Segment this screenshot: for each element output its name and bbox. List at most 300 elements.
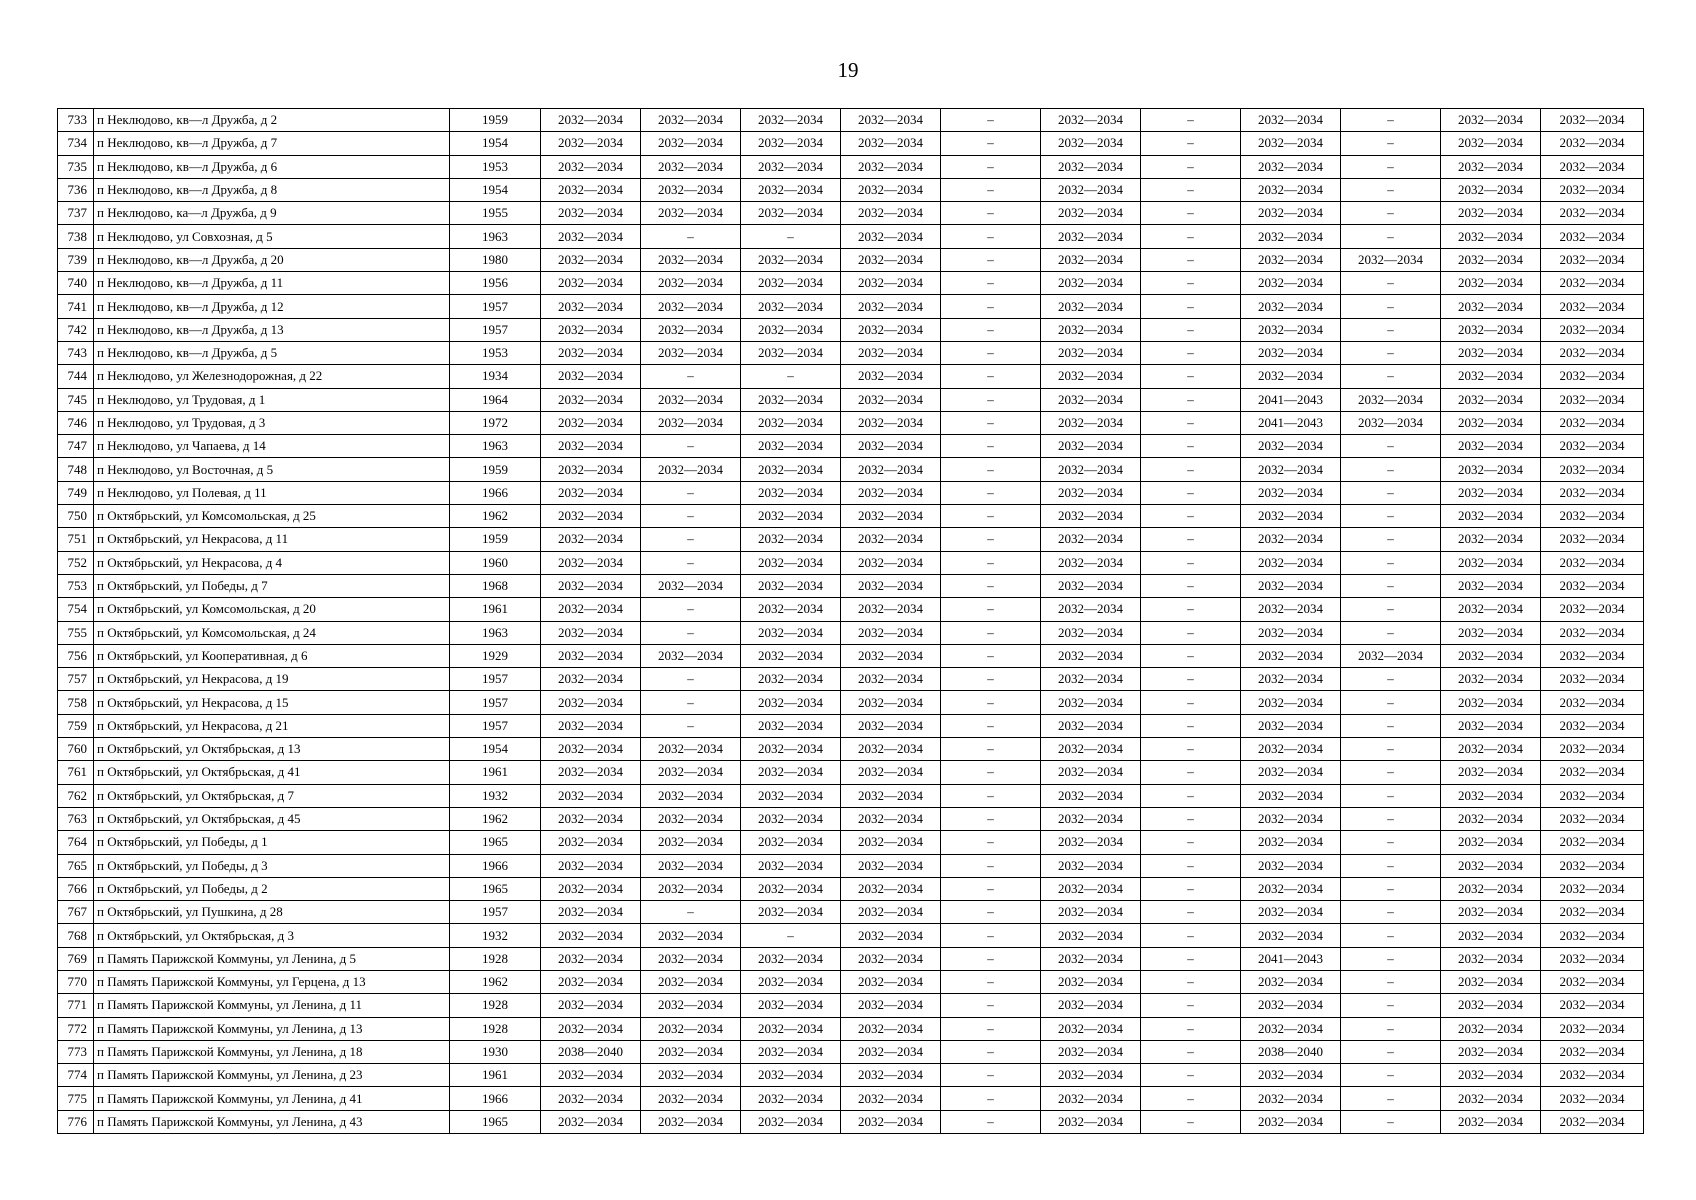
cell-period-10: 2032—2034 bbox=[1441, 924, 1541, 947]
cell-year-built: 1965 bbox=[450, 1110, 541, 1133]
cell-address: п Октябрьский, ул Октябрьская, д 41 bbox=[94, 761, 450, 784]
cell-period-6: 2032—2034 bbox=[1041, 481, 1141, 504]
cell-address: п Неклюдово, кв—л Дружба, д 12 bbox=[94, 295, 450, 318]
cell-period-7: – bbox=[1141, 411, 1241, 434]
cell-period-10: 2032—2034 bbox=[1441, 272, 1541, 295]
cell-year-built: 1957 bbox=[450, 901, 541, 924]
cell-period-5: – bbox=[941, 458, 1041, 481]
cell-period-6: 2032—2034 bbox=[1041, 109, 1141, 132]
cell-period-2: – bbox=[641, 551, 741, 574]
cell-period-11: 2032—2034 bbox=[1541, 505, 1644, 528]
cell-period-4: 2032—2034 bbox=[841, 435, 941, 458]
cell-row-number: 752 bbox=[58, 551, 94, 574]
cell-period-5: – bbox=[941, 528, 1041, 551]
cell-period-9: – bbox=[1341, 901, 1441, 924]
cell-period-10: 2032—2034 bbox=[1441, 947, 1541, 970]
cell-period-2: 2032—2034 bbox=[641, 924, 741, 947]
cell-address: п Неклюдово, ул Трудовая, д 3 bbox=[94, 411, 450, 434]
cell-period-9: – bbox=[1341, 225, 1441, 248]
cell-period-6: 2032—2034 bbox=[1041, 202, 1141, 225]
cell-year-built: 1953 bbox=[450, 155, 541, 178]
table-row bbox=[58, 668, 1644, 691]
cell-period-1: 2032—2034 bbox=[541, 481, 641, 504]
page-number: 19 bbox=[837, 58, 859, 82]
cell-period-11: 2032—2034 bbox=[1541, 551, 1644, 574]
cell-period-2: – bbox=[641, 365, 741, 388]
cell-year-built: 1957 bbox=[450, 668, 541, 691]
cell-row-number: 768 bbox=[58, 924, 94, 947]
cell-year-built: 1960 bbox=[450, 551, 541, 574]
cell-period-11: 2032—2034 bbox=[1541, 458, 1644, 481]
cell-period-3: – bbox=[741, 225, 841, 248]
cell-period-11: 2032—2034 bbox=[1541, 924, 1644, 947]
cell-period-1: 2032—2034 bbox=[541, 1064, 641, 1087]
cell-period-9: – bbox=[1341, 784, 1441, 807]
cell-period-7: – bbox=[1141, 528, 1241, 551]
cell-period-4: 2032—2034 bbox=[841, 831, 941, 854]
cell-period-10: 2032—2034 bbox=[1441, 574, 1541, 597]
cell-period-4: 2032—2034 bbox=[841, 574, 941, 597]
cell-period-6: 2032—2034 bbox=[1041, 621, 1141, 644]
cell-year-built: 1963 bbox=[450, 621, 541, 644]
cell-period-8: 2041—2043 bbox=[1241, 947, 1341, 970]
cell-year-built: 1928 bbox=[450, 1017, 541, 1040]
registry-table bbox=[57, 108, 1644, 1134]
table-row bbox=[58, 598, 1644, 621]
cell-period-4: 2032—2034 bbox=[841, 714, 941, 737]
cell-period-11: 2032—2034 bbox=[1541, 295, 1644, 318]
cell-period-3: 2032—2034 bbox=[741, 994, 841, 1017]
cell-period-9: 2032—2034 bbox=[1341, 644, 1441, 667]
cell-period-4: 2032—2034 bbox=[841, 109, 941, 132]
cell-period-4: 2032—2034 bbox=[841, 1017, 941, 1040]
cell-period-8: 2032—2034 bbox=[1241, 1017, 1341, 1040]
cell-period-2: – bbox=[641, 435, 741, 458]
cell-period-3: 2032—2034 bbox=[741, 178, 841, 201]
cell-year-built: 1962 bbox=[450, 807, 541, 830]
cell-row-number: 776 bbox=[58, 1110, 94, 1133]
cell-period-6: 2032—2034 bbox=[1041, 598, 1141, 621]
cell-period-11: 2032—2034 bbox=[1541, 132, 1644, 155]
cell-year-built: 1972 bbox=[450, 411, 541, 434]
cell-period-1: 2032—2034 bbox=[541, 225, 641, 248]
cell-period-8: 2032—2034 bbox=[1241, 807, 1341, 830]
cell-period-10: 2032—2034 bbox=[1441, 481, 1541, 504]
cell-period-11: 2032—2034 bbox=[1541, 1064, 1644, 1087]
cell-period-3: 2032—2034 bbox=[741, 854, 841, 877]
cell-period-10: 2032—2034 bbox=[1441, 295, 1541, 318]
cell-period-9: – bbox=[1341, 341, 1441, 364]
cell-row-number: 766 bbox=[58, 877, 94, 900]
cell-period-3: 2032—2034 bbox=[741, 947, 841, 970]
cell-period-5: – bbox=[941, 1087, 1041, 1110]
cell-period-8: 2041—2043 bbox=[1241, 388, 1341, 411]
cell-period-10: 2032—2034 bbox=[1441, 1040, 1541, 1063]
cell-row-number: 744 bbox=[58, 365, 94, 388]
cell-period-8: 2032—2034 bbox=[1241, 831, 1341, 854]
cell-period-2: 2032—2034 bbox=[641, 109, 741, 132]
cell-period-4: 2032—2034 bbox=[841, 598, 941, 621]
cell-period-1: 2032—2034 bbox=[541, 714, 641, 737]
cell-period-3: 2032—2034 bbox=[741, 574, 841, 597]
cell-year-built: 1980 bbox=[450, 248, 541, 271]
cell-address: п Память Парижской Коммуны, ул Герцена, д 13 bbox=[94, 970, 450, 993]
cell-period-6: 2032—2034 bbox=[1041, 225, 1141, 248]
cell-year-built: 1963 bbox=[450, 225, 541, 248]
cell-period-7: – bbox=[1141, 574, 1241, 597]
table-row bbox=[58, 784, 1644, 807]
cell-period-11: 2032—2034 bbox=[1541, 341, 1644, 364]
cell-period-11: 2032—2034 bbox=[1541, 225, 1644, 248]
cell-period-10: 2032—2034 bbox=[1441, 784, 1541, 807]
cell-address: п Память Парижской Коммуны, ул Ленина, д 13 bbox=[94, 1017, 450, 1040]
cell-period-8: 2032—2034 bbox=[1241, 481, 1341, 504]
cell-address: п Октябрьский, ул Некрасова, д 19 bbox=[94, 668, 450, 691]
cell-period-4: 2032—2034 bbox=[841, 341, 941, 364]
cell-period-2: 2032—2034 bbox=[641, 1087, 741, 1110]
cell-period-10: 2032—2034 bbox=[1441, 831, 1541, 854]
cell-period-7: – bbox=[1141, 924, 1241, 947]
cell-row-number: 745 bbox=[58, 388, 94, 411]
cell-period-9: – bbox=[1341, 877, 1441, 900]
cell-period-10: 2032—2034 bbox=[1441, 225, 1541, 248]
cell-period-3: 2032—2034 bbox=[741, 598, 841, 621]
table-row bbox=[58, 1064, 1644, 1087]
cell-period-6: 2032—2034 bbox=[1041, 947, 1141, 970]
cell-row-number: 743 bbox=[58, 341, 94, 364]
cell-period-6: 2032—2034 bbox=[1041, 738, 1141, 761]
cell-period-11: 2032—2034 bbox=[1541, 854, 1644, 877]
cell-period-5: – bbox=[941, 761, 1041, 784]
cell-address: п Память Парижской Коммуны, ул Ленина, д 18 bbox=[94, 1040, 450, 1063]
table-row bbox=[58, 807, 1644, 830]
cell-period-7: – bbox=[1141, 901, 1241, 924]
cell-year-built: 1964 bbox=[450, 388, 541, 411]
table-row bbox=[58, 714, 1644, 737]
cell-period-3: 2032—2034 bbox=[741, 411, 841, 434]
cell-period-11: 2032—2034 bbox=[1541, 202, 1644, 225]
cell-period-8: 2032—2034 bbox=[1241, 295, 1341, 318]
cell-period-8: 2032—2034 bbox=[1241, 970, 1341, 993]
table-row bbox=[58, 1017, 1644, 1040]
cell-period-4: 2032—2034 bbox=[841, 994, 941, 1017]
cell-period-10: 2032—2034 bbox=[1441, 1017, 1541, 1040]
cell-period-9: 2032—2034 bbox=[1341, 388, 1441, 411]
cell-period-2: – bbox=[641, 714, 741, 737]
cell-period-8: 2032—2034 bbox=[1241, 528, 1341, 551]
cell-period-1: 2032—2034 bbox=[541, 435, 641, 458]
cell-period-6: 2032—2034 bbox=[1041, 132, 1141, 155]
cell-period-9: – bbox=[1341, 947, 1441, 970]
cell-year-built: 1954 bbox=[450, 738, 541, 761]
cell-period-4: 2032—2034 bbox=[841, 528, 941, 551]
cell-period-9: – bbox=[1341, 178, 1441, 201]
cell-period-5: – bbox=[941, 924, 1041, 947]
cell-period-5: – bbox=[941, 901, 1041, 924]
cell-period-6: 2032—2034 bbox=[1041, 877, 1141, 900]
cell-period-8: 2032—2034 bbox=[1241, 178, 1341, 201]
cell-period-10: 2032—2034 bbox=[1441, 155, 1541, 178]
cell-row-number: 738 bbox=[58, 225, 94, 248]
cell-address: п Неклюдово, ул Полевая, д 11 bbox=[94, 481, 450, 504]
cell-period-7: – bbox=[1141, 714, 1241, 737]
cell-period-1: 2032—2034 bbox=[541, 109, 641, 132]
cell-address: п Октябрьский, ул Некрасова, д 21 bbox=[94, 714, 450, 737]
cell-row-number: 736 bbox=[58, 178, 94, 201]
cell-address: п Неклюдово, ул Восточная, д 5 bbox=[94, 458, 450, 481]
cell-period-4: 2032—2034 bbox=[841, 458, 941, 481]
cell-period-10: 2032—2034 bbox=[1441, 202, 1541, 225]
cell-period-5: – bbox=[941, 947, 1041, 970]
cell-period-2: 2032—2034 bbox=[641, 1040, 741, 1063]
cell-period-4: 2032—2034 bbox=[841, 644, 941, 667]
cell-period-10: 2032—2034 bbox=[1441, 178, 1541, 201]
cell-period-8: 2032—2034 bbox=[1241, 318, 1341, 341]
cell-address: п Октябрьский, ул Октябрьская, д 45 bbox=[94, 807, 450, 830]
cell-period-6: 2032—2034 bbox=[1041, 458, 1141, 481]
cell-row-number: 770 bbox=[58, 970, 94, 993]
cell-period-2: 2032—2034 bbox=[641, 854, 741, 877]
cell-period-3: 2032—2034 bbox=[741, 388, 841, 411]
table-row bbox=[58, 994, 1644, 1017]
cell-period-10: 2032—2034 bbox=[1441, 598, 1541, 621]
cell-period-7: – bbox=[1141, 947, 1241, 970]
cell-row-number: 756 bbox=[58, 644, 94, 667]
cell-period-2: 2032—2034 bbox=[641, 388, 741, 411]
table-row bbox=[58, 691, 1644, 714]
cell-period-10: 2032—2034 bbox=[1441, 109, 1541, 132]
cell-period-8: 2038—2040 bbox=[1241, 1040, 1341, 1063]
table-row bbox=[58, 738, 1644, 761]
cell-address: п Неклюдово, ул Трудовая, д 1 bbox=[94, 388, 450, 411]
cell-year-built: 1966 bbox=[450, 1087, 541, 1110]
cell-period-7: – bbox=[1141, 272, 1241, 295]
cell-period-4: 2032—2034 bbox=[841, 854, 941, 877]
cell-period-9: – bbox=[1341, 1017, 1441, 1040]
cell-period-9: – bbox=[1341, 574, 1441, 597]
cell-period-5: – bbox=[941, 714, 1041, 737]
cell-period-3: 2032—2034 bbox=[741, 481, 841, 504]
cell-period-9: – bbox=[1341, 318, 1441, 341]
cell-period-11: 2032—2034 bbox=[1541, 621, 1644, 644]
cell-period-9: – bbox=[1341, 1040, 1441, 1063]
cell-period-6: 2032—2034 bbox=[1041, 644, 1141, 667]
cell-period-11: 2032—2034 bbox=[1541, 481, 1644, 504]
cell-period-7: – bbox=[1141, 341, 1241, 364]
cell-period-5: – bbox=[941, 621, 1041, 644]
cell-period-8: 2032—2034 bbox=[1241, 272, 1341, 295]
cell-row-number: 759 bbox=[58, 714, 94, 737]
cell-address: п Неклюдово, кв—л Дружба, д 5 bbox=[94, 341, 450, 364]
cell-year-built: 1959 bbox=[450, 458, 541, 481]
cell-period-4: 2032—2034 bbox=[841, 947, 941, 970]
cell-period-8: 2032—2034 bbox=[1241, 924, 1341, 947]
cell-period-8: 2032—2034 bbox=[1241, 1110, 1341, 1133]
cell-period-7: – bbox=[1141, 551, 1241, 574]
cell-period-4: 2032—2034 bbox=[841, 621, 941, 644]
cell-period-2: 2032—2034 bbox=[641, 761, 741, 784]
cell-period-4: 2032—2034 bbox=[841, 248, 941, 271]
cell-period-5: – bbox=[941, 1110, 1041, 1133]
cell-address: п Память Парижской Коммуны, ул Ленина, д 11 bbox=[94, 994, 450, 1017]
cell-period-11: 2032—2034 bbox=[1541, 994, 1644, 1017]
cell-period-6: 2032—2034 bbox=[1041, 551, 1141, 574]
cell-period-4: 2032—2034 bbox=[841, 668, 941, 691]
cell-period-2: 2032—2034 bbox=[641, 295, 741, 318]
cell-period-10: 2032—2034 bbox=[1441, 1064, 1541, 1087]
cell-period-9: – bbox=[1341, 435, 1441, 458]
cell-period-1: 2032—2034 bbox=[541, 854, 641, 877]
cell-period-8: 2032—2034 bbox=[1241, 202, 1341, 225]
cell-period-5: – bbox=[941, 295, 1041, 318]
cell-period-2: – bbox=[641, 668, 741, 691]
cell-year-built: 1959 bbox=[450, 109, 541, 132]
cell-year-built: 1954 bbox=[450, 132, 541, 155]
cell-period-10: 2032—2034 bbox=[1441, 877, 1541, 900]
cell-period-1: 2032—2034 bbox=[541, 924, 641, 947]
table-row bbox=[58, 365, 1644, 388]
cell-period-1: 2032—2034 bbox=[541, 458, 641, 481]
cell-address: п Неклюдово, кв—л Дружба, д 8 bbox=[94, 178, 450, 201]
cell-period-1: 2032—2034 bbox=[541, 947, 641, 970]
cell-period-9: – bbox=[1341, 1064, 1441, 1087]
table-row bbox=[58, 248, 1644, 271]
cell-period-6: 2032—2034 bbox=[1041, 505, 1141, 528]
cell-period-1: 2032—2034 bbox=[541, 551, 641, 574]
cell-period-11: 2032—2034 bbox=[1541, 668, 1644, 691]
cell-period-3: 2032—2034 bbox=[741, 458, 841, 481]
cell-period-4: 2032—2034 bbox=[841, 877, 941, 900]
cell-period-2: 2032—2034 bbox=[641, 1110, 741, 1133]
cell-period-7: – bbox=[1141, 365, 1241, 388]
cell-period-4: 2032—2034 bbox=[841, 1087, 941, 1110]
cell-year-built: 1929 bbox=[450, 644, 541, 667]
cell-period-6: 2032—2034 bbox=[1041, 784, 1141, 807]
cell-period-11: 2032—2034 bbox=[1541, 411, 1644, 434]
cell-period-6: 2032—2034 bbox=[1041, 341, 1141, 364]
cell-row-number: 767 bbox=[58, 901, 94, 924]
table-row bbox=[58, 947, 1644, 970]
cell-period-1: 2032—2034 bbox=[541, 598, 641, 621]
cell-period-9: – bbox=[1341, 505, 1441, 528]
cell-period-4: 2032—2034 bbox=[841, 365, 941, 388]
table-row bbox=[58, 574, 1644, 597]
cell-period-7: – bbox=[1141, 784, 1241, 807]
cell-period-3: 2032—2034 bbox=[741, 505, 841, 528]
cell-period-4: 2032—2034 bbox=[841, 132, 941, 155]
cell-period-1: 2032—2034 bbox=[541, 761, 641, 784]
cell-period-10: 2032—2034 bbox=[1441, 854, 1541, 877]
cell-address: п Неклюдово, кв—л Дружба, д 13 bbox=[94, 318, 450, 341]
cell-year-built: 1965 bbox=[450, 877, 541, 900]
cell-address: п Октябрьский, ул Октябрьская, д 13 bbox=[94, 738, 450, 761]
cell-period-11: 2032—2034 bbox=[1541, 877, 1644, 900]
cell-period-4: 2032—2034 bbox=[841, 1064, 941, 1087]
cell-period-11: 2032—2034 bbox=[1541, 365, 1644, 388]
cell-period-8: 2032—2034 bbox=[1241, 109, 1341, 132]
cell-period-9: – bbox=[1341, 807, 1441, 830]
cell-period-1: 2032—2034 bbox=[541, 528, 641, 551]
cell-period-2: 2032—2034 bbox=[641, 644, 741, 667]
table-row bbox=[58, 1087, 1644, 1110]
cell-period-4: 2032—2034 bbox=[841, 411, 941, 434]
cell-period-3: 2032—2034 bbox=[741, 295, 841, 318]
cell-period-8: 2032—2034 bbox=[1241, 691, 1341, 714]
cell-period-1: 2032—2034 bbox=[541, 411, 641, 434]
cell-period-2: 2032—2034 bbox=[641, 1017, 741, 1040]
cell-period-6: 2032—2034 bbox=[1041, 924, 1141, 947]
cell-period-10: 2032—2034 bbox=[1441, 505, 1541, 528]
cell-period-4: 2032—2034 bbox=[841, 225, 941, 248]
cell-period-8: 2032—2034 bbox=[1241, 761, 1341, 784]
cell-period-8: 2032—2034 bbox=[1241, 877, 1341, 900]
cell-period-8: 2032—2034 bbox=[1241, 1064, 1341, 1087]
cell-period-3: 2032—2034 bbox=[741, 877, 841, 900]
cell-period-11: 2032—2034 bbox=[1541, 435, 1644, 458]
cell-period-9: – bbox=[1341, 155, 1441, 178]
cell-period-4: 2032—2034 bbox=[841, 505, 941, 528]
cell-period-8: 2032—2034 bbox=[1241, 435, 1341, 458]
cell-period-5: – bbox=[941, 691, 1041, 714]
cell-period-1: 2032—2034 bbox=[541, 248, 641, 271]
cell-period-5: – bbox=[941, 784, 1041, 807]
cell-row-number: 761 bbox=[58, 761, 94, 784]
cell-year-built: 1932 bbox=[450, 924, 541, 947]
cell-period-1: 2032—2034 bbox=[541, 295, 641, 318]
cell-period-10: 2032—2034 bbox=[1441, 970, 1541, 993]
cell-year-built: 1934 bbox=[450, 365, 541, 388]
cell-period-5: – bbox=[941, 1064, 1041, 1087]
cell-period-8: 2032—2034 bbox=[1241, 668, 1341, 691]
cell-year-built: 1954 bbox=[450, 178, 541, 201]
cell-period-4: 2032—2034 bbox=[841, 970, 941, 993]
table-row bbox=[58, 272, 1644, 295]
cell-period-11: 2032—2034 bbox=[1541, 248, 1644, 271]
cell-period-11: 2032—2034 bbox=[1541, 1087, 1644, 1110]
cell-period-11: 2032—2034 bbox=[1541, 738, 1644, 761]
cell-period-11: 2032—2034 bbox=[1541, 598, 1644, 621]
cell-period-5: – bbox=[941, 272, 1041, 295]
cell-period-9: – bbox=[1341, 761, 1441, 784]
cell-period-8: 2032—2034 bbox=[1241, 574, 1341, 597]
cell-year-built: 1932 bbox=[450, 784, 541, 807]
cell-period-9: – bbox=[1341, 1087, 1441, 1110]
cell-period-3: 2032—2034 bbox=[741, 831, 841, 854]
cell-period-3: 2032—2034 bbox=[741, 1040, 841, 1063]
cell-period-10: 2032—2034 bbox=[1441, 1110, 1541, 1133]
cell-year-built: 1956 bbox=[450, 272, 541, 295]
cell-period-6: 2032—2034 bbox=[1041, 178, 1141, 201]
cell-year-built: 1928 bbox=[450, 994, 541, 1017]
cell-period-3: 2032—2034 bbox=[741, 109, 841, 132]
table-row bbox=[58, 318, 1644, 341]
cell-period-9: – bbox=[1341, 994, 1441, 1017]
cell-row-number: 751 bbox=[58, 528, 94, 551]
cell-period-7: – bbox=[1141, 318, 1241, 341]
cell-period-4: 2032—2034 bbox=[841, 202, 941, 225]
cell-row-number: 737 bbox=[58, 202, 94, 225]
cell-period-1: 2032—2034 bbox=[541, 994, 641, 1017]
cell-period-6: 2032—2034 bbox=[1041, 1110, 1141, 1133]
cell-period-9: – bbox=[1341, 132, 1441, 155]
cell-period-9: – bbox=[1341, 109, 1441, 132]
cell-period-3: 2032—2034 bbox=[741, 155, 841, 178]
cell-period-6: 2032—2034 bbox=[1041, 901, 1141, 924]
cell-year-built: 1966 bbox=[450, 854, 541, 877]
cell-period-10: 2032—2034 bbox=[1441, 621, 1541, 644]
cell-period-6: 2032—2034 bbox=[1041, 1017, 1141, 1040]
cell-period-7: – bbox=[1141, 132, 1241, 155]
